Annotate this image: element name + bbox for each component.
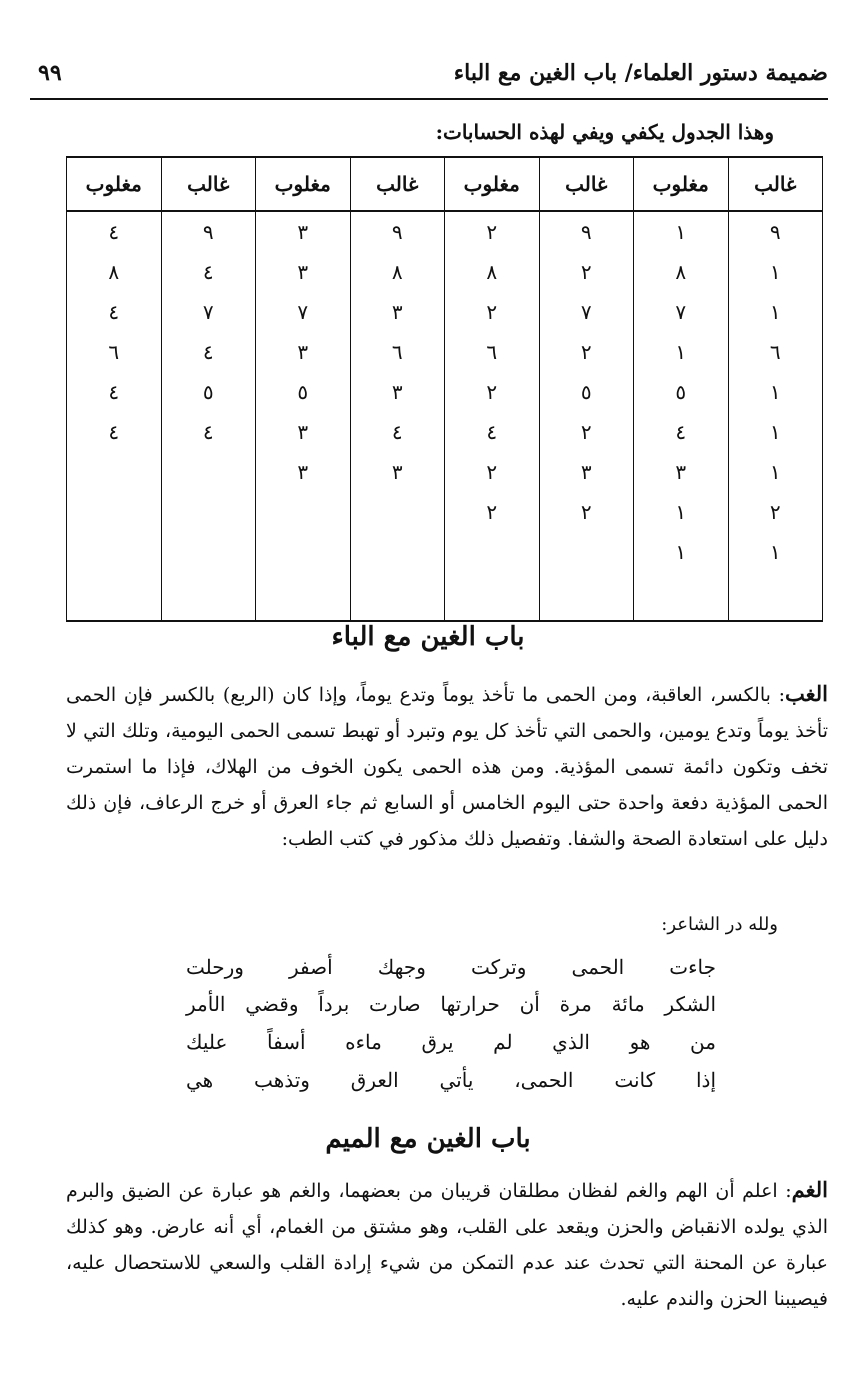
table-cell: ٧: [256, 292, 351, 332]
table-cell: ٣: [256, 211, 351, 252]
table-cell: ٤: [67, 372, 162, 412]
table-cell: ١: [728, 452, 823, 492]
column-header: غالب: [728, 157, 823, 211]
table-intro: وهذا الجدول يكفي ويفي لهذه الحسابات:: [435, 120, 774, 144]
table-cell: ٤: [350, 412, 445, 452]
table-cell: [350, 532, 445, 572]
poet-saying: ولله در الشاعر:: [661, 914, 778, 935]
column-header: غالب: [350, 157, 445, 211]
table-cell: ٤: [67, 211, 162, 252]
column-header: مغلوب: [634, 157, 729, 211]
table-row: [67, 292, 823, 332]
table-cell: [161, 492, 256, 532]
table-cell: ٦: [445, 332, 540, 372]
table-cell: ٢: [728, 492, 823, 532]
column-header: مغلوب: [256, 157, 351, 211]
table-cell: [445, 572, 540, 621]
table-cell: [634, 572, 729, 621]
table-row: [67, 572, 823, 621]
table-row: [67, 252, 823, 292]
table-cell: ٢: [539, 412, 634, 452]
table-cell: ٩: [350, 211, 445, 252]
table-cell: [161, 452, 256, 492]
entry-text: : اعلم أن الهم والغم لفظان مطلقان قريبان من بعضهما، والغم هو عبارة عن الضيق والبرم الذي يولده الانقباض والحزن ويقعد على القلب، وهو مشتق من الغمام، أي أنه عارض. وهو كذلك عبارة عن المحنة التي تحدث عند عدم التمكن من شيء إرادة القلب والسعي للاستحصال عليه، فيصيبنا الحزن والندم عليه.: [66, 1180, 828, 1310]
table-cell: ٩: [728, 211, 823, 252]
table-header-row: [67, 157, 823, 211]
table-cell: ٥: [161, 372, 256, 412]
column-header: مغلوب: [67, 157, 162, 211]
section-title-ghayn-mim: باب الغين مع الميم: [325, 1124, 531, 1154]
table-cell: ٣: [350, 372, 445, 412]
table-cell: ٤: [161, 252, 256, 292]
table-cell: ٣: [350, 452, 445, 492]
table-cell: ٩: [539, 211, 634, 252]
table-cell: [161, 532, 256, 572]
table-cell: [161, 572, 256, 621]
verse-line: جاءت الحمى وتركت وجهك أصفر ورحلت: [186, 955, 716, 979]
table-cell: ٦: [728, 332, 823, 372]
table-cell: [539, 572, 634, 621]
page-number: ٩٩: [38, 60, 62, 86]
entry-text: : بالكسر، العاقبة، ومن الحمى ما تأخذ يوماً وتدع يوماً، وإذا كان (الربع) بالكسر فإن الحمى تأخذ يوماً وتدع يومين، والحمى التي تأخذ كل يوم وتبرد أو تهبط تسمى الحمى اليومية، وتلك التي لا تخف وتكون دائمة تسمى المؤذية. ومن هذه الحمى يكون الخوف من الهلاك، فإذا ما استمرت الحمى المؤذية دفعة واحدة حتى اليوم الخامس أو السابع ثم جاء العرق أو خرج الرعاف، فإن ذلك دليل على استعادة الصحة والشفا. وتفصيل ذلك مذكور في كتب الطب:: [66, 684, 828, 850]
table-cell: ٨: [634, 252, 729, 292]
table-row: [67, 412, 823, 452]
table-row: [67, 211, 823, 252]
verse-line: الشكر مائة مرة أن حرارتها صارت برداً وقضي الأمر: [186, 992, 716, 1016]
table-cell: ٣: [256, 332, 351, 372]
verse-line: إذا كانت الحمى، يأتي العرق وتذهب هي: [186, 1068, 716, 1092]
table-cell: [67, 492, 162, 532]
entry-term: الغم: [791, 1177, 828, 1202]
table-cell: ٣: [256, 452, 351, 492]
table-cell: ٨: [445, 252, 540, 292]
table-cell: ١: [634, 492, 729, 532]
entry-ghamm: [66, 1172, 828, 1317]
table-cell: ٥: [256, 372, 351, 412]
table-cell: ١: [634, 211, 729, 252]
table-cell: ٢: [445, 211, 540, 252]
table-cell: ١: [634, 532, 729, 572]
table-cell: ٤: [161, 412, 256, 452]
column-header: غالب: [539, 157, 634, 211]
page-header: [30, 58, 828, 100]
table-cell: [350, 492, 445, 532]
table-cell: [256, 572, 351, 621]
column-header: غالب: [161, 157, 256, 211]
table-cell: ٣: [634, 452, 729, 492]
table-cell: ٢: [539, 252, 634, 292]
table-cell: [256, 532, 351, 572]
table-cell: ١: [728, 252, 823, 292]
table-cell: ٢: [539, 332, 634, 372]
table-cell: [445, 532, 540, 572]
running-title: ضميمة دستور العلماء/ باب الغين مع الباء: [453, 60, 828, 86]
table-cell: ١: [634, 332, 729, 372]
entry-ghibb: [66, 676, 828, 857]
table-cell: ٧: [161, 292, 256, 332]
table-cell: ٣: [256, 252, 351, 292]
table-cell: ٨: [67, 252, 162, 292]
table-cell: ٣: [539, 452, 634, 492]
table-cell: [67, 532, 162, 572]
table-cell: ٣: [350, 292, 445, 332]
table-cell: ١: [728, 372, 823, 412]
table-cell: ٩: [161, 211, 256, 252]
table-cell: ٣: [256, 412, 351, 452]
table-cell: ٢: [445, 372, 540, 412]
table-row: [67, 492, 823, 532]
table-cell: ١: [728, 412, 823, 452]
table-cell: ٥: [634, 372, 729, 412]
section-title-ghayn-ba: باب الغين مع الباء: [331, 622, 525, 652]
verse-line: من هو الذي لم يرق ماءه أسفاً عليك: [186, 1030, 716, 1054]
table-cell: ٦: [67, 332, 162, 372]
table-cell: ٤: [67, 292, 162, 332]
table-cell: [67, 572, 162, 621]
table-row: [67, 372, 823, 412]
table-cell: ٤: [634, 412, 729, 452]
table-cell: ٦: [350, 332, 445, 372]
table-cell: [256, 492, 351, 532]
table-cell: [728, 572, 823, 621]
table-cell: [67, 452, 162, 492]
table-cell: ٢: [445, 452, 540, 492]
column-header: مغلوب: [445, 157, 540, 211]
table-cell: ١: [728, 292, 823, 332]
table-cell: ١: [728, 532, 823, 572]
table-cell: ٧: [539, 292, 634, 332]
table-row: [67, 332, 823, 372]
table-cell: [350, 572, 445, 621]
calculation-table: [66, 156, 823, 622]
table-cell: [539, 532, 634, 572]
table-cell: ٤: [161, 332, 256, 372]
table-cell: ٤: [445, 412, 540, 452]
entry-term: الغب: [785, 681, 828, 706]
table-cell: ٢: [445, 292, 540, 332]
table-cell: ٧: [634, 292, 729, 332]
table-cell: ٤: [67, 412, 162, 452]
table-row: [67, 532, 823, 572]
table-cell: ٥: [539, 372, 634, 412]
table-cell: ٢: [539, 492, 634, 532]
table-cell: ٢: [445, 492, 540, 532]
table-row: [67, 452, 823, 492]
table-cell: ٨: [350, 252, 445, 292]
